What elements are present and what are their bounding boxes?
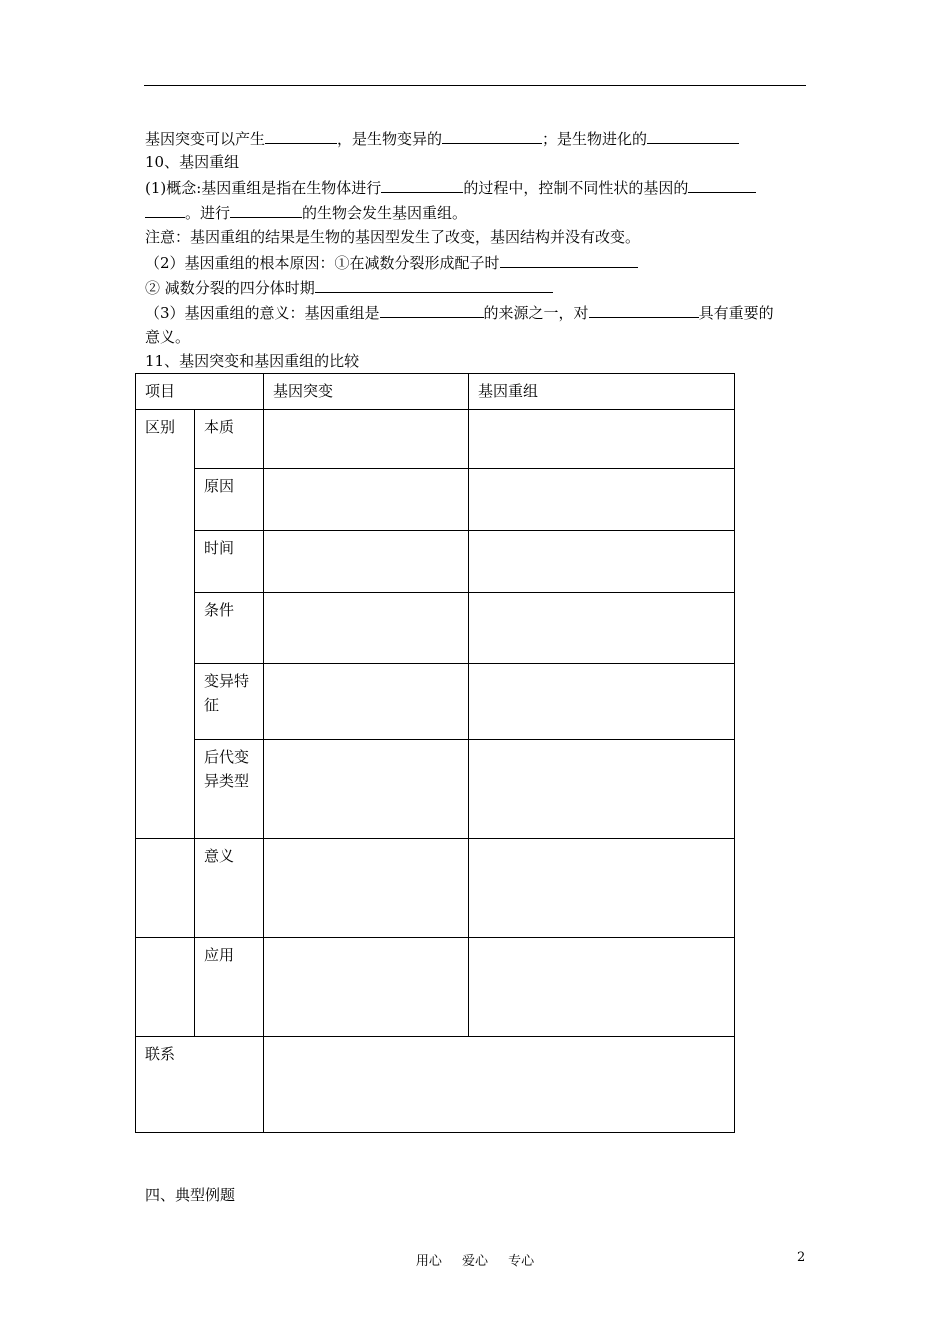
cell-empty <box>469 469 735 531</box>
blank <box>380 303 484 318</box>
blank <box>145 203 185 218</box>
cell-empty <box>469 938 735 1037</box>
cell-empty <box>469 531 735 593</box>
table-row <box>136 410 735 469</box>
table-row-relation <box>136 1037 735 1133</box>
row-label: 本质 <box>195 410 264 469</box>
row-label: 时间 <box>195 531 264 593</box>
heading-4: 四、典型例题 <box>145 1186 236 1204</box>
line-mutation-produces: 基因突变可以产生 ，是生物变异的 ；是生物进化的 <box>145 129 739 148</box>
row-label: 原因 <box>195 469 264 531</box>
cell-empty <box>469 593 735 664</box>
row-label-relation: 联系 <box>136 1037 264 1133</box>
line-meaning-1: （3）基因重组的意义：基因重组是 的来源之一，对 具有重要的 <box>145 304 774 322</box>
blank <box>647 129 739 144</box>
comparison-table <box>135 373 735 1133</box>
table-row <box>136 531 735 593</box>
cell-empty <box>469 839 735 938</box>
table-row <box>136 469 735 531</box>
line-concept-2: 。进行 的生物会发生基因重组。 <box>145 203 467 222</box>
blank <box>381 178 463 193</box>
blank <box>230 203 302 218</box>
blank <box>265 129 337 144</box>
cell-empty <box>469 740 735 839</box>
cell-empty <box>264 593 469 664</box>
cell-empty <box>469 664 735 740</box>
footer-word: 用心 <box>415 1254 442 1269</box>
row-label: 变异特 征 <box>195 664 264 740</box>
blank <box>589 303 699 318</box>
footer-word: 爱心 <box>461 1254 488 1269</box>
cell-empty <box>136 938 195 1037</box>
cell-empty <box>264 740 469 839</box>
row-label: 后代变 异类型 <box>195 740 264 839</box>
header-rule <box>144 85 806 86</box>
row-label: 应用 <box>195 938 264 1037</box>
cell-empty <box>469 410 735 469</box>
table-row <box>136 740 735 839</box>
line-note: 注意：基因重组的结果是生物的基因型发生了改变，基因结构并没有改变。 <box>145 228 641 246</box>
line-meaning-2: 意义。 <box>145 328 191 346</box>
line-cause-2: ② 减数分裂的四分体时期 <box>145 278 553 297</box>
page-number: 2 <box>797 1250 806 1265</box>
table-row <box>136 938 735 1037</box>
cell-empty <box>136 839 195 938</box>
cell-empty <box>264 469 469 531</box>
blank <box>442 129 542 144</box>
line-cause-1: （2）基因重组的根本原因：①在减数分裂形成配子时 <box>145 253 638 272</box>
header-item: 项目 <box>136 374 264 410</box>
cell-empty <box>264 531 469 593</box>
table-row <box>136 593 735 664</box>
heading-11: 11、基因突变和基因重组的比较 <box>145 352 360 370</box>
row-label: 条件 <box>195 593 264 664</box>
line-concept-1: (1)概念:基因重组是指在生物体进行 的过程中，控制不同性状的基因的 <box>145 178 756 197</box>
footer-word: 专心 <box>508 1254 535 1269</box>
footer-motto <box>0 1250 950 1269</box>
table-header-row <box>136 374 735 410</box>
blank <box>500 253 638 268</box>
header-mutation: 基因突变 <box>264 374 469 410</box>
row-label: 意义 <box>195 839 264 938</box>
cell-empty <box>264 664 469 740</box>
heading-10: 10、基因重组 <box>145 153 240 171</box>
blank <box>688 178 756 193</box>
cell-empty <box>264 410 469 469</box>
table-row <box>136 664 735 740</box>
table-row <box>136 839 735 938</box>
group-label-diff: 区别 <box>136 410 195 839</box>
cell-empty <box>264 1037 735 1133</box>
header-recombination: 基因重组 <box>469 374 735 410</box>
cell-empty <box>264 839 469 938</box>
cell-empty <box>264 938 469 1037</box>
blank <box>315 278 553 293</box>
